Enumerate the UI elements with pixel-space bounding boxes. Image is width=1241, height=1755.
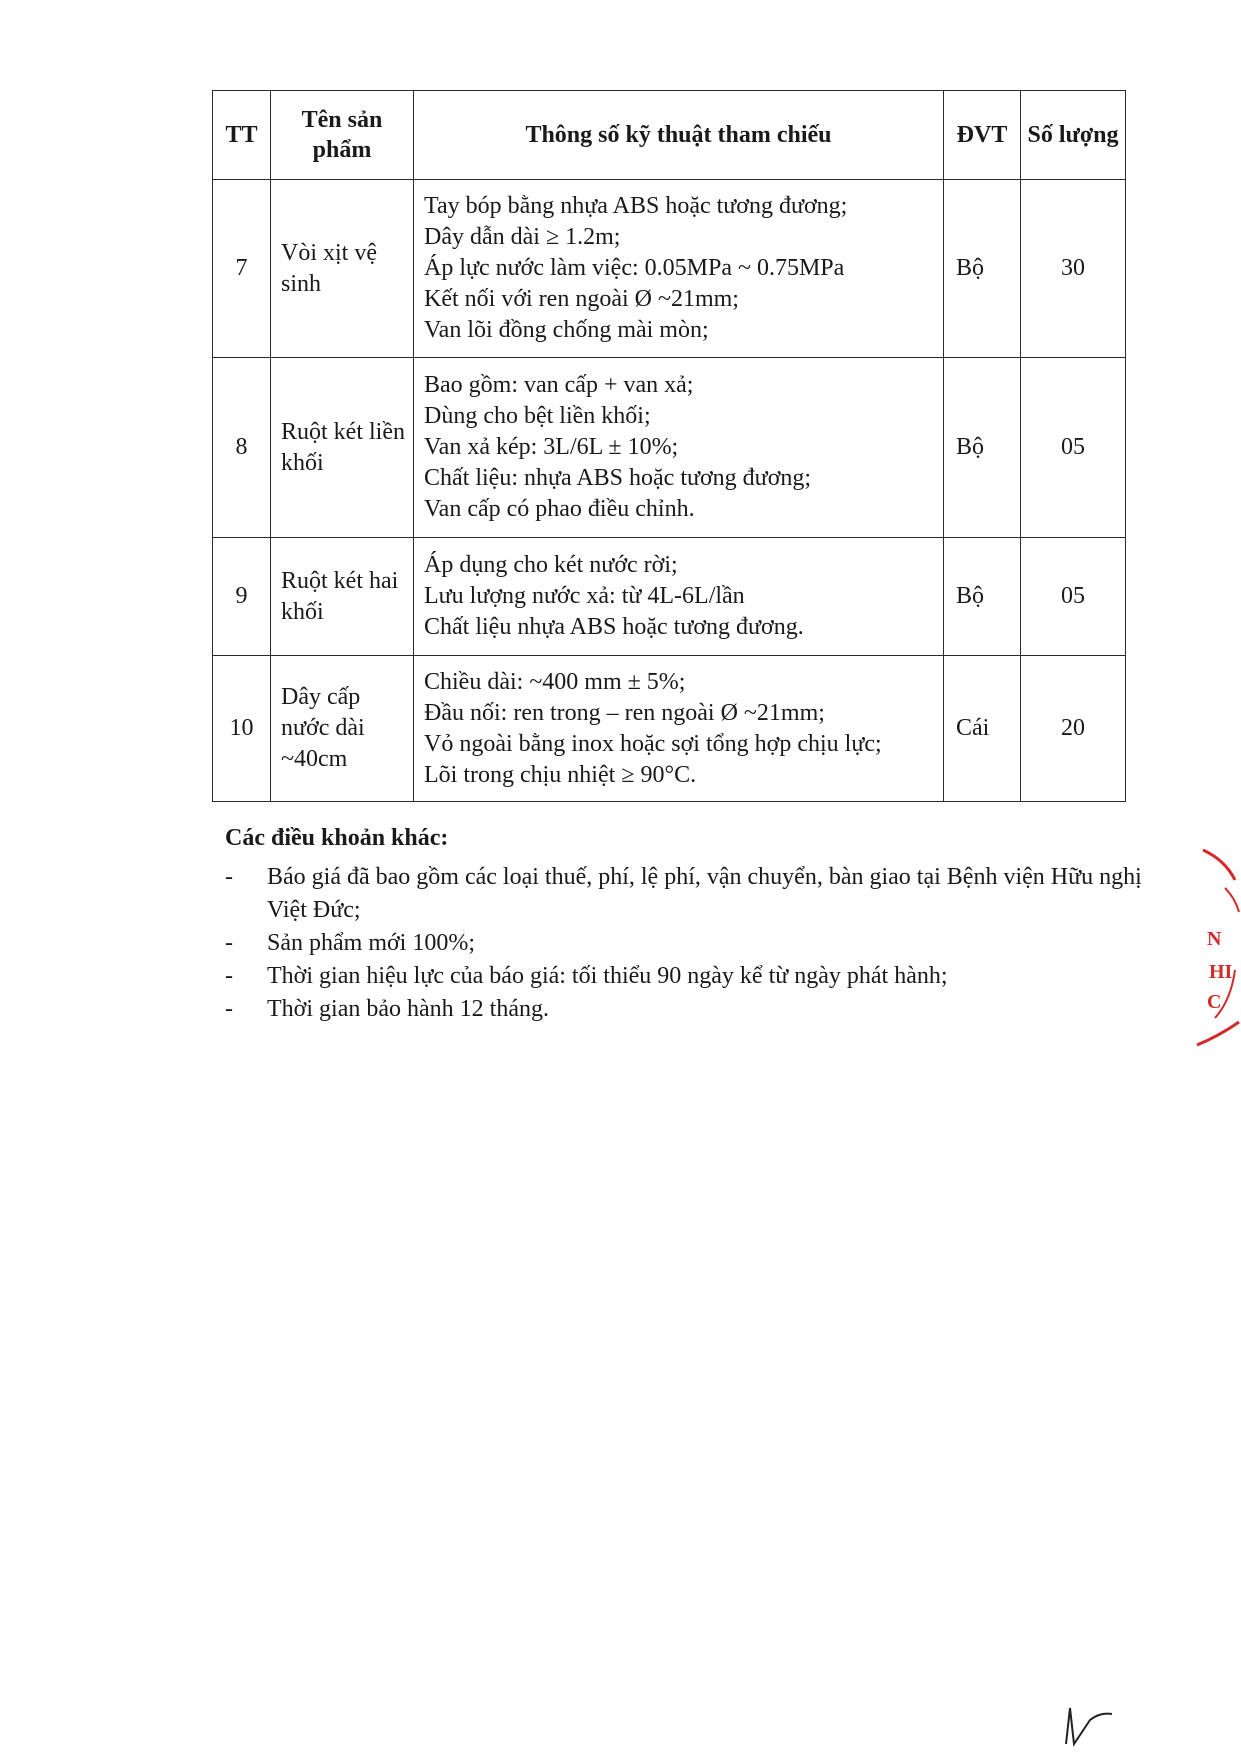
row-qty: 30 xyxy=(1021,180,1126,358)
row-tt: 9 xyxy=(213,538,271,656)
row-product-name: Vòi xịt vệ sinh xyxy=(271,180,414,358)
spec-line: Áp dụng cho két nước rời; xyxy=(424,552,678,578)
header-tt: TT xyxy=(213,91,271,180)
row-tt: 10 xyxy=(213,656,271,802)
other-terms xyxy=(225,822,1155,1026)
spec-line: Dây dẫn dài ≥ 1.2m; xyxy=(424,224,621,250)
term-text: Thời gian hiệu lực của báo giá: tối thiểu 90 ngày kể từ ngày phát hành; xyxy=(267,963,948,989)
table-row xyxy=(213,358,1126,538)
row-unit: Bộ xyxy=(944,538,1021,656)
spec-line: Chất liệu nhựa ABS hoặc tương đương. xyxy=(424,614,804,640)
table-body xyxy=(213,180,1126,802)
row-spec xyxy=(414,180,944,358)
product-spec-table xyxy=(212,90,1126,802)
row-qty: 05 xyxy=(1021,358,1126,538)
term-bullet: - xyxy=(225,864,233,890)
terms-list xyxy=(225,861,1155,1026)
row-spec xyxy=(414,358,944,538)
signature-mark xyxy=(1060,1700,1120,1750)
red-stamp-fragment xyxy=(1195,840,1241,1070)
spec-line: Bao gồm: van cấp + van xả; xyxy=(424,372,694,398)
row-unit: Bộ xyxy=(944,358,1021,538)
term-bullet: - xyxy=(225,996,233,1022)
header-name: Tên sản phẩm xyxy=(271,91,414,180)
table-row xyxy=(213,180,1126,358)
row-qty: 20 xyxy=(1021,656,1126,802)
spec-line: Vỏ ngoài bằng inox hoặc sợi tổng hợp chịu lực; xyxy=(424,730,882,757)
spec-line: Van lõi đồng chống mài mòn; xyxy=(424,317,709,343)
row-unit: Cái xyxy=(944,656,1021,802)
term-item xyxy=(225,861,1155,927)
spec-line: Van xả kép: 3L/6L ± 10%; xyxy=(424,434,679,460)
table-row xyxy=(213,656,1126,802)
terms-title: Các điều khoản khác: xyxy=(225,825,449,851)
row-product-name: Ruột két liền khối xyxy=(271,358,414,538)
spec-line: Chiều dài: ~400 mm ± 5%; xyxy=(424,668,686,695)
term-text: Sản phẩm mới 100%; xyxy=(267,930,476,956)
row-tt: 8 xyxy=(213,358,271,538)
header-unit: ĐVT xyxy=(944,91,1021,180)
spec-line: Van cấp có phao điều chỉnh. xyxy=(424,496,695,522)
stamp-text-1: N xyxy=(1207,928,1222,950)
stamp-text-2: HI xyxy=(1209,961,1233,983)
row-spec xyxy=(414,656,944,802)
spec-line: Lưu lượng nước xả: từ 4L-6L/lần xyxy=(424,583,745,609)
term-bullet: - xyxy=(225,963,233,989)
spec-line: Tay bóp bằng nhựa ABS hoặc tương đương; xyxy=(424,193,848,219)
spec-line: Lõi trong chịu nhiệt ≥ 90°C. xyxy=(424,761,697,788)
term-bullet: - xyxy=(225,930,233,956)
spec-line: Chất liệu: nhựa ABS hoặc tương đương; xyxy=(424,465,812,491)
row-tt: 7 xyxy=(213,180,271,358)
term-item xyxy=(225,927,1155,960)
term-item xyxy=(225,993,1155,1026)
row-product-name: Ruột két hai khối xyxy=(271,538,414,656)
term-text: Thời gian bảo hành 12 tháng. xyxy=(267,996,549,1022)
row-unit: Bộ xyxy=(944,180,1021,358)
row-product-name: Dây cấp nước dài ~40cm xyxy=(271,656,414,802)
table-row xyxy=(213,538,1126,656)
header-spec: Thông số kỹ thuật tham chiếu xyxy=(414,91,944,180)
spec-line: Dùng cho bệt liền khối; xyxy=(424,403,651,429)
stamp-text-3: C xyxy=(1207,991,1222,1013)
header-qty: Số lượng xyxy=(1021,91,1126,180)
table-header-row xyxy=(213,91,1126,180)
spec-line: Kết nối với ren ngoài Ø ~21mm; xyxy=(424,286,739,312)
spec-line: Đầu nối: ren trong – ren ngoài Ø ~21mm; xyxy=(424,699,825,726)
term-item xyxy=(225,960,1155,993)
term-text: Báo giá đã bao gồm các loại thuế, phí, lệ phí, vận chuyển, bàn giao tại Bệnh viện Hữu nghị Việt Đức; xyxy=(267,864,1142,923)
row-qty: 05 xyxy=(1021,538,1126,656)
row-spec xyxy=(414,538,944,656)
spec-line: Áp lực nước làm việc: 0.05MPa ~ 0.75MPa xyxy=(424,255,845,281)
